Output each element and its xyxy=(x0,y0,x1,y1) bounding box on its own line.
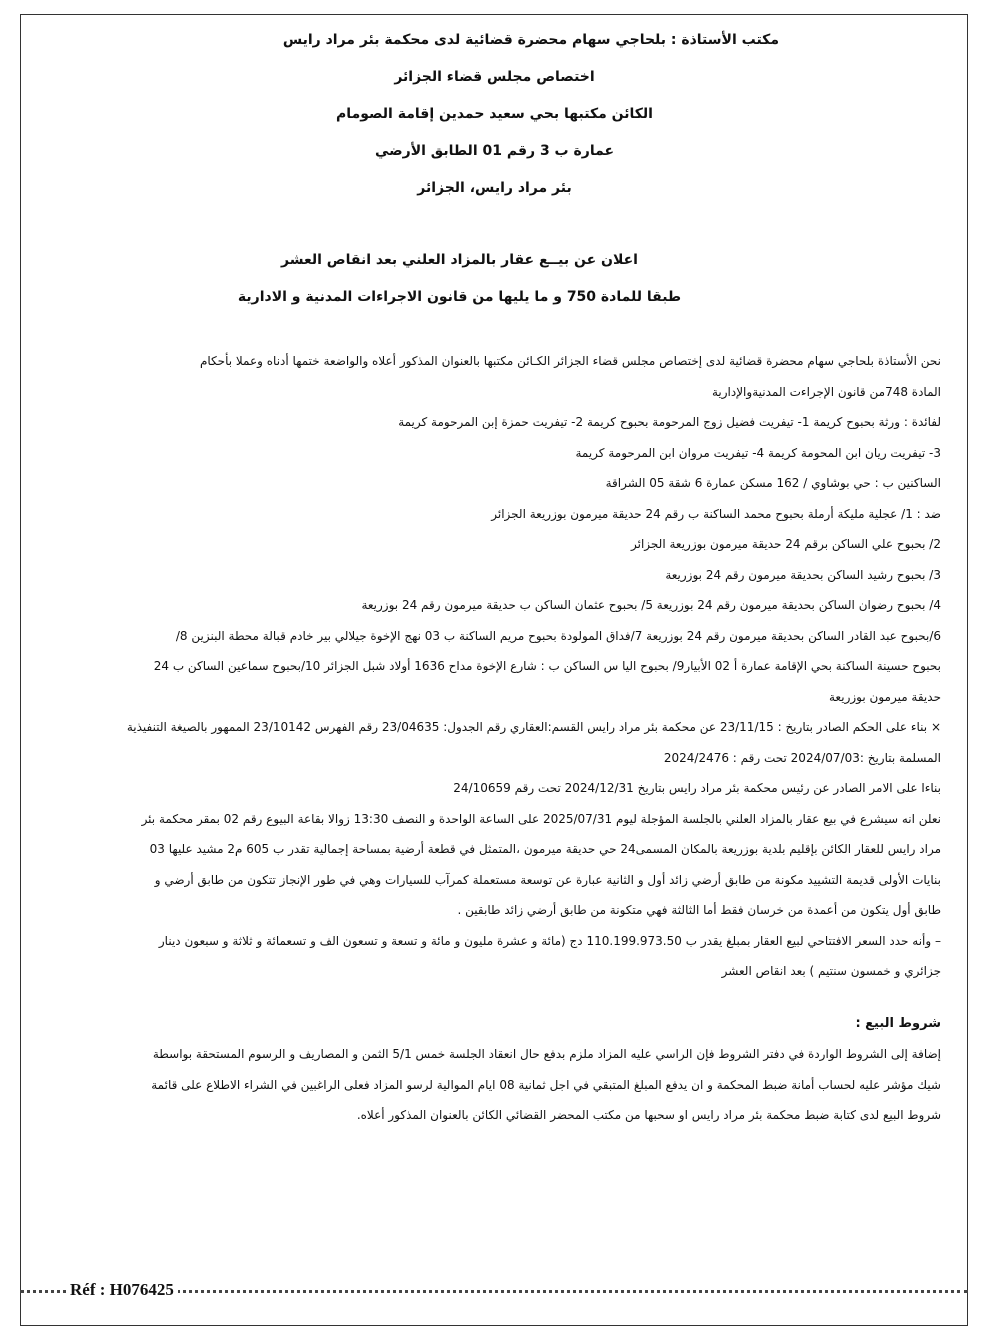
body-line: بنايات الأولى قديمة التشييد مكونة من طابق أرضي زائد أول و الثانية عبارة عن توسعة مستعملة كمرآب للسيارات وهي في طور الإنجاز تتكون من طابق أرضي و xyxy=(154,872,941,887)
body-line: بناءا على الامر الصادر عن رئيس محكمة بئر مراد رايس بتاريخ 2024/12/31 تحت رقم 24/10659 xyxy=(453,781,941,795)
body-line: 3/ بحبوح رشيد الساكن بحديقة ميرمون رقم 24 بوزريعة xyxy=(665,567,941,582)
body-line: مراد رايس للعقار الكائن بإقليم بلدية بوزريعة بالمكان المسمى24 حي حديقة ميرمون ،المتمثل في قطعة أرضية بمساحة إجمالية تقدر ب 605 م2 مشيد عليها 03 xyxy=(149,842,941,856)
body-line: جزائري و خمسون سنتيم ) بعد انقاص العشر xyxy=(721,964,941,978)
header-address-2: عمارة ب 3 رقم 01 الطابق الأرضي xyxy=(374,143,615,159)
header-jurisdiction: اختصاص مجلس قضاء الجزائر xyxy=(394,69,595,85)
conditions-line: شروط البيع لدى كتابة ضبط محكمة بئر مراد رايس او سحبها من مكتب المحضر القضائي الكائن بالعنوان المذكور أعلاه. xyxy=(356,1108,941,1122)
body-line: 4/ بحبوح رضوان الساكن بحديقة ميرمون رقم 24 بوزريعة 5/ بحبوح عثمان الساكن ب حديقة ميرمون رقم 24 بوزريعة xyxy=(361,598,941,612)
body-line: حديقة ميرمون بوزريعة xyxy=(829,689,941,704)
announcement-title: اعلان عن بيــع عقار بالمزاد العلني بعد انقاص العشر xyxy=(281,252,638,268)
body-line: نحن الأستاذة بلحاجي سهام محضرة قضائية لدى إختصاص مجلس قضاء الجزائر الكـائن مكتبها بالعنوان المذكور أعلاه والواضعة ختمها أدناه وعملا بأحكام xyxy=(199,354,941,368)
announcement-title-block xyxy=(0,242,989,316)
header-city: بئر مراد رايس، الجزائر xyxy=(417,180,572,196)
announcement-body xyxy=(50,346,941,1131)
body-line: نعلن انه سيشرع في بيع عقار بالمزاد العلني بالجلسة المؤجلة ليوم 2025/07/31 على الساعة الواحدة و النصف 13:30 زوالا بقاعة البيوع رقم 02 بمقر محكمة بئر xyxy=(141,811,941,826)
body-line: – وأنه حدد السعر الافتتاحي لبيع العقار بمبلغ يقدر ب 110.199.973.50 دج (مائة و عشرة مليون و مائة و تسعة و تسعون الف و تسعمائة و ثلاثة و سبعون دينار xyxy=(158,933,941,948)
office-header xyxy=(0,22,989,207)
body-line: المادة 748من قانون الإجراءت المدنيةوالإدارية xyxy=(711,384,941,399)
reference-number: Réf : H076425 xyxy=(66,1280,178,1300)
body-line: 2/ بحبوح علي الساكن برقم 24 حديقة ميرمون بوزريعة الجزائر xyxy=(631,537,941,551)
body-line: × بناء على الحكم الصادر بتاريخ : 23/11/15 عن محكمة بئر مراد رايس القسم:العقاري رقم الجدول: 23/04635 رقم الفهرس 23/10142 الممهور بالصيغة التنفيذية xyxy=(126,720,941,734)
body-line: لفائدة : ورثة بحبوح كريمة 1- تيفريت فضيل زوج المرحومة بحبوح كريمة 2- تيفريت حمزة إبن المرحومة كريمة xyxy=(398,415,941,429)
sale-conditions-heading: شروط البيع : xyxy=(855,1015,941,1031)
conditions-line: إضافة إلى الشروط الواردة في دفتر الشروط فإن الراسي عليه المزاد ملزم بدفع حال انعقاد الجلسة خمس 5/1 الثمن و المصاريف و الرسوم المستحقة بواسطة xyxy=(152,1047,941,1061)
body-line: 6/بحبوح عبد القادر الساكن بحديقة ميرمون رقم 24 بوزريعة 7/فداق المولودة بحبوح مريم الساكنة ب 03 نهج الإخوة جيلالي بير خادم قبالة محطة البنزين 8/ xyxy=(175,628,941,643)
header-address-1: الكائن مكتبها بحي سعيد حمدين إقامة الصومام xyxy=(336,106,653,122)
body-line: ضد : 1/ عجلية مليكة أرملة بحبوح محمد الساكنة ب رقم 24 حديقة ميرمون بوزريعة الجزائر xyxy=(491,506,941,521)
body-line: طابق أول يتكون من أعمدة من خرسان فقط أما الثالثة فهي متكونة من طابق أرضي زائد طابقين . xyxy=(457,903,941,917)
body-line: 3- تيفريت ريان ابن المحومة كريمة 4- تيفريت مروان ابن المرحومة كريمة xyxy=(575,445,941,460)
announcement-legal-basis: طبقا للمادة 750 و ما يليها من قانون الاجراءات المدنية و الادارية xyxy=(237,289,682,305)
body-line: بحبوح حسينة الساكنة بحي الإقامة عمارة أ 02 الأبيار9/ بحبوح اليا س الساكن ب : شارع الإخوة مداح 1636 أولاد شبل الجزائر 10/بحبوح سماعين الساكن ب 24 xyxy=(153,659,941,673)
conditions-line: شيك مؤشر عليه لحساب أمانة ضبط المحكمة و ان يدفع المبلغ المتبقي في اجل ثمانية 08 ايام الموالية لرسو المزاد فعلى الراغبين في الشراء الاطلاع على قائمة xyxy=(151,1077,941,1092)
body-line: الساكنين ب : حي بوشاوي / 162 مسكن عمارة 6 شقة 05 الشراقة xyxy=(605,476,941,490)
body-line: المسلمة بتاريخ :2024/07/03 تحت رقم : 2024/2476 xyxy=(663,750,941,765)
header-office-name: مكتب الأستاذة : بلحاجي سهام محضرة قضائية لدى محكمة بئر مراد رايس xyxy=(282,32,779,48)
